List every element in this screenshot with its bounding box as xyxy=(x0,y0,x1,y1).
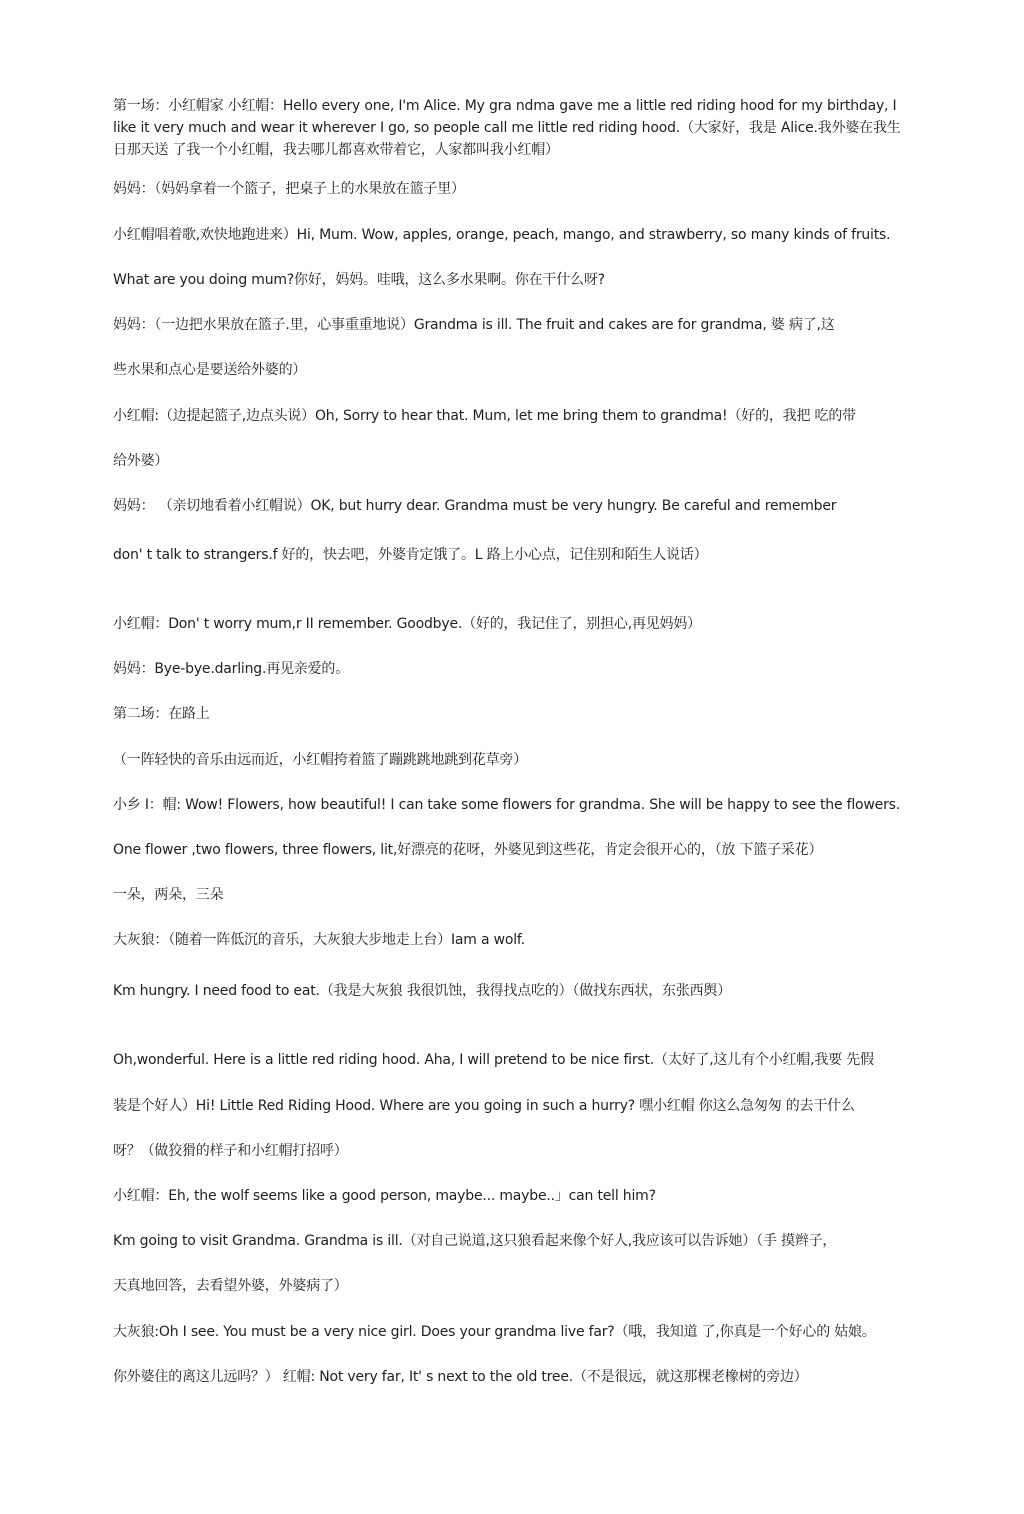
text-line: 大灰狼:Oh I see. You must be a very nice girl. Does your grandma live far?（哦，我知道 了,你真是一个好心的 姑娘。 xyxy=(113,1324,876,1340)
text-line: 天真地回答，去看望外婆，外婆病了） xyxy=(113,1278,348,1294)
text-line: 一朵，两朵，三朵 xyxy=(113,887,224,903)
text-line: 第二场：在路上 xyxy=(113,706,210,722)
text-line: 大灰狼：（随着一阵低沉的音乐，大灰狼大步地走上台）Iam a wolf. xyxy=(113,932,525,948)
text-line: Km hungry. I need food to eat.（我是大灰狼 我很饥蚀，我得找点吃的）（做找东西状，东张西舆） xyxy=(113,983,732,999)
text-line: 妈妈：（一边把水果放在篮子.里，心事重重地说）Grandma is ill. The fruit and cakes are for grandma, 婆 病了,这 xyxy=(113,317,835,333)
text-line: 给外婆） xyxy=(113,453,169,469)
text-line: （一阵轻快的音乐由远而近，小红帽挎着篮了蹦跳跳地跳到花草旁） xyxy=(113,752,527,768)
text-line: What are you doing mum?你好，妈妈。哇哦，这么多水果啊。你在干什么呀? xyxy=(113,272,605,288)
text-line: 妈妈： （亲切地看着小红帽说）OK, but hurry dear. Grandma must be very hungry. Be careful and remember xyxy=(113,498,837,514)
text-line: 呀？（做狡猾的样子和小红帽打招呼） xyxy=(113,1143,348,1159)
text-line: 第一场：小红帽家 小红帽：Hello every one, I'm Alice. My gra ndma gave me a little red riding hood for my birthday, I like it very much and wear it wherever I go, so people call me little red riding hood.（大家好，我是 Alice.我外婆在我生日那天送 了我一个小红帽，我去哪儿都喜欢带着它，人家都叫我小红帽） xyxy=(113,98,901,158)
text-line: 妈妈：（妈妈拿着一个篮子，把桌子上的水果放在篮子里） xyxy=(113,181,465,197)
text-line: Oh,wonderful. Here is a little red riding hood. Aha, I will pretend to be nice first.（太好了,这儿有个小红帽,我要 先假 xyxy=(113,1052,874,1068)
text-line: Km going to visit Grandma. Grandma is ill.（对自己说道,这只狼看起来像个好人,我应该可以告诉她）（手 摸辫子， xyxy=(113,1233,837,1249)
text-line: 妈妈：Bye-bye.darling.再见亲爱的。 xyxy=(113,661,350,677)
text-line: don' t talk to strangers.f 好的，快去吧，外婆肯定饿了。L 路上小心点，记住别和陌生人说话） xyxy=(113,547,708,563)
text-line: 你外婆住的离这儿远吗？） 红帽: Not very far, It' s next to the old tree.（不是很远，就这那棵老橡树的旁边） xyxy=(113,1369,808,1385)
text-line: One flower ,two flowers, three flowers, lit,好漂亮的花呀，外婆见到这些花，肯定会很开心的，（放 下篮子采花） xyxy=(113,842,823,858)
text-line: 些水果和点心是要送给外婆的） xyxy=(113,362,307,378)
text-line: 小红帽:（边提起篮子,边点头说）Oh, Sorry to hear that. Mum, let me bring them to grandma!（好的，我把 吃的带 xyxy=(113,408,856,424)
text-line: 小乡 I：帽: Wow! Flowers, how beautiful! I can take some flowers for grandma. She will be happy to see the flowers. xyxy=(113,797,900,813)
text-line: 小红帽：Eh, the wolf seems like a good person, maybe... maybe..」can tell him? xyxy=(113,1188,656,1204)
text-line: 小红帽唱着歌,欢快地跑进来）Hi, Mum. Wow, apples, orange, peach, mango, and strawberry, so many kinds of fruits. xyxy=(113,227,891,243)
text-line: 装是个好人）Hi! Little Red Riding Hood. Where are you going in such a hurry? 嘿小红帽 你这么急匆匆 的去干什么 xyxy=(113,1098,855,1114)
text-line: 小红帽：Don' t worry mum,r II remember. Goodbye.（好的，我记住了，别担心,再见妈妈） xyxy=(113,616,701,632)
